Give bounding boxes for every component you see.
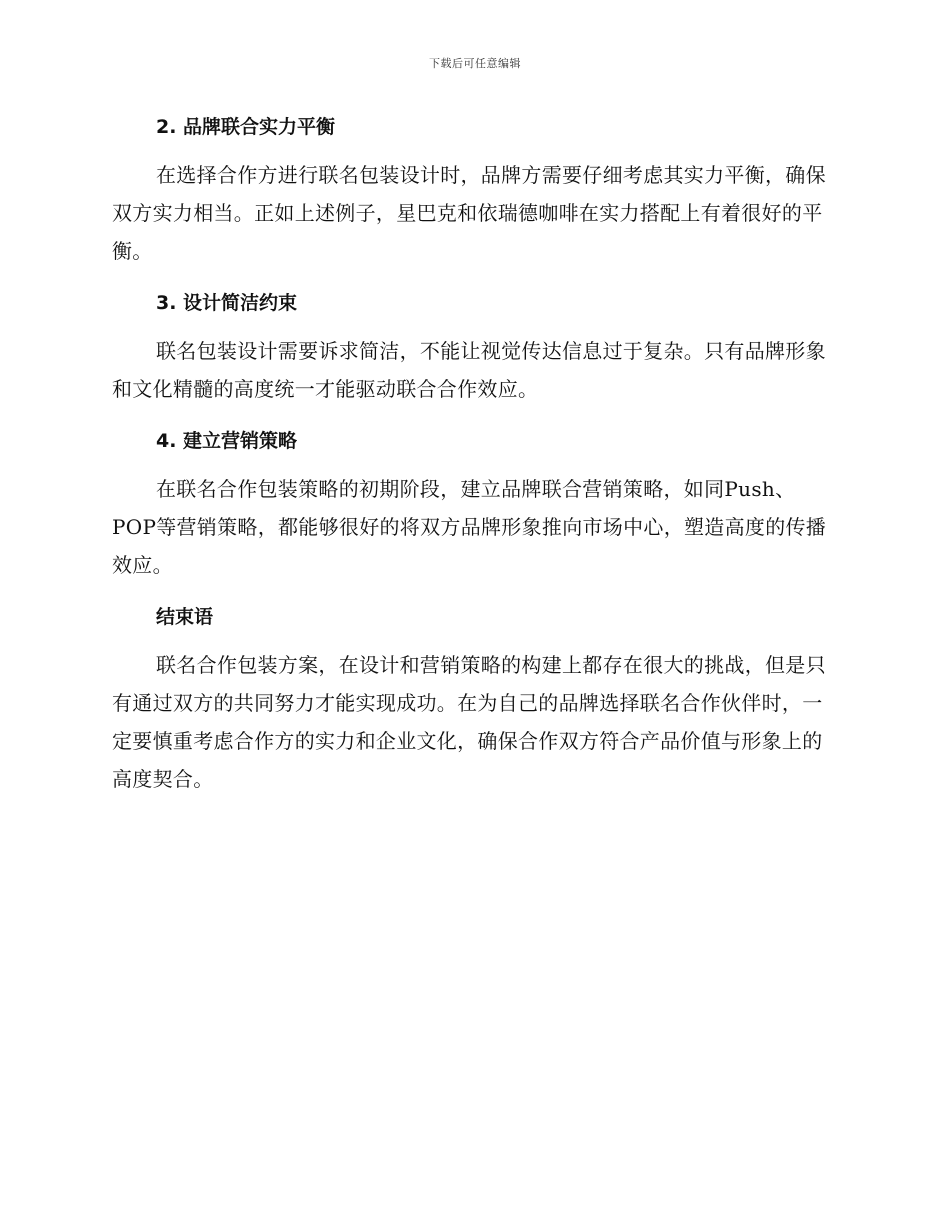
section-paragraph: 联名包装设计需要诉求简洁，不能让视觉传达信息过于复杂。只有品牌形象和文化精髓的高度统一才能驱动联合合作效应。 [112, 339, 826, 401]
section-design-simplicity [112, 288, 832, 408]
page-header: 下载后可任意编辑 [429, 57, 521, 70]
section-heading: 4. 建立营销策略 [156, 430, 298, 452]
section-conclusion [112, 602, 832, 798]
section-paragraph: 在联名合作包装策略的初期阶段，建立品牌联合营销策略，如同Push、POP等营销策略，都能够很好的将双方品牌形象推向市场中心，塑造高度的传播效应。 [112, 477, 827, 577]
section-heading: 2. 品牌联合实力平衡 [156, 116, 336, 138]
section-heading: 结束语 [156, 606, 214, 628]
section-brand-balance [112, 112, 832, 270]
section-paragraph: 在选择合作方进行联名包装设计时，品牌方需要仔细考虑其实力平衡，确保双方实力相当。正如上述例子，星巴克和依瑞德咖啡在实力搭配上有着很好的平衡。 [112, 163, 826, 263]
section-marketing-strategy [112, 426, 832, 584]
document-content [112, 112, 832, 816]
section-heading: 3. 设计简洁约束 [156, 292, 298, 314]
section-paragraph: 联名合作包装方案，在设计和营销策略的构建上都存在很大的挑战，但是只有通过双方的共同努力才能实现成功。在为自己的品牌选择联名合作伙伴时，一定要慎重考虑合作方的实力和企业文化，确保合作双方符合产品价值与形象上的高度契合。 [112, 653, 826, 791]
